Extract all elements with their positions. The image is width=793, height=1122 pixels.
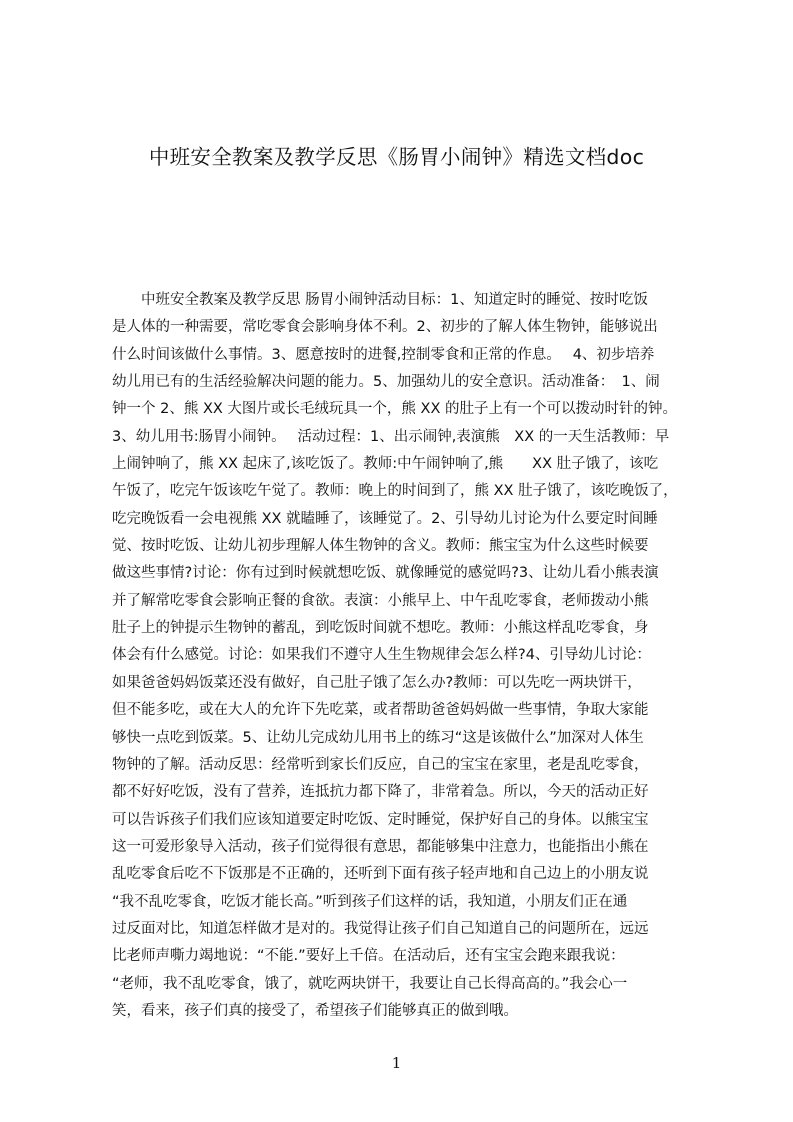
body-line: 够快一点吃到饭菜。5、让幼儿完成幼儿用书上的练习“这是该做什么”加深对人体生: [112, 729, 644, 746]
body-line: 钟一个 2、熊 XX 大图片或长毛绒玩具一个，熊 XX 的肚子上有一个可以拨动时针的钟。: [112, 401, 678, 418]
body-line: 比老师声嘶力竭地说：“不能.”要好上千倍。在活动后，还有宝宝会跑来跟我说：: [112, 948, 625, 965]
body-line: 乱吃零食后吃不下饭那是不正确的，还听到下面有孩子轻声地和自己边上的小朋友说: [112, 866, 649, 883]
body-line: “老师，我不乱吃零食，饿了，就吃两块饼干，我要让自己长得高高的。”我会心一: [112, 975, 628, 992]
body-line: 幼儿用已有的生活经验解决问题的能力。5、加强幼儿的安全意识。活动准备： 1、闹: [112, 374, 660, 391]
body-line: “我不乱吃零食，吃饭才能长高。”听到孩子们这样的话，我知道，小朋友们正在通: [112, 893, 628, 910]
body-line: 可以告诉孩子们我们应该知道要定时吃饭、定时睡觉，保护好自己的身体。以熊宝宝: [112, 811, 649, 828]
body-line: 并了解常吃零食会影响正餐的食欲。表演：小熊早上、中午乱吃零食，老师拨动小熊: [112, 592, 649, 609]
body-line: 都不好好吃饭，没有了营养，连抵抗力都下降了，非常着急。所以，今天的活动正好: [112, 784, 649, 801]
body-line: 是人体的一种需要，常吃零食会影响身体不利。2、初步的了解人体生物钟，能够说出: [112, 319, 658, 336]
document-title: 中班安全教案及教学反思《肠胃小闹钟》精选文档doc: [148, 145, 645, 169]
body-line: 笑，看来，孩子们真的接受了，希望孩子们能够真正的做到哦。: [112, 1002, 518, 1019]
body-line: 什么时间该做什么事情。3、愿意按时的进餐,控制零食和正常的作息。 4、初步培养: [112, 346, 655, 363]
body-line: 体会有什么感觉。讨论：如果我们不遵守人生生物规律会怎么样?4、引导幼儿讨论：: [112, 647, 651, 664]
body-line: 3、幼儿用书:肠胃小闹钟。 活动过程：1、出示闹钟,表演熊 XX 的一天生活教师：早: [112, 428, 670, 445]
body-line: 肚子上的钟提示生物钟的蓄乱，到吃饭时间就不想吃。教师：小熊这样乱吃零食，身: [112, 620, 649, 637]
body-line: 做这些事情?讨论：你有过到时候就想吃饭、就像睡觉的感觉吗?3、让幼儿看小熊表演: [112, 565, 659, 582]
body-line: 中班安全教案及教学反思 肠胃小闹钟活动目标：1、知道定时的睡觉、按时吃饭: [112, 292, 648, 308]
body-line: 吃完晚饭看一会电视熊 XX 就瞌睡了，该睡觉了。2、引导幼儿讨论为什么要定时间睡: [112, 510, 658, 527]
document-body: [112, 287, 698, 1027]
body-line: 上闹钟响了，熊 XX 起床了,该吃饭了。教师:中午闹钟响了,熊 XX 肚子饿了，该吃: [112, 456, 659, 473]
page-number: 1: [391, 1054, 402, 1072]
body-line: 午饭了，吃完午饭该吃午觉了。教师：晚上的时间到了，熊 XX 肚子饿了，该吃晚饭了，: [112, 483, 678, 500]
body-line: 物钟的了解。活动反思：经常听到家长们反应，自己的宝宝在家里，老是乱吃零食，: [112, 756, 649, 773]
body-line: 觉、按时吃饭、让幼儿初步理解人体生物钟的含义。教师：熊宝宝为什么这些时候要: [112, 538, 649, 555]
body-line: 过反面对比，知道怎样做才是对的。我觉得让孩子们自己知道自己的问题所在，远远: [112, 920, 649, 937]
body-line: 如果爸爸妈妈饭菜还没有做好，自己肚子饿了怎么办?教师：可以先吃一两块饼干，: [112, 674, 642, 691]
body-line: 但不能多吃，或在大人的允许下先吃菜，或者帮助爸爸妈妈做一些事情，争取大家能: [112, 702, 649, 719]
body-line: 这一可爱形象导入活动，孩子们觉得很有意思，都能够集中注意力，也能指出小熊在: [112, 838, 649, 855]
